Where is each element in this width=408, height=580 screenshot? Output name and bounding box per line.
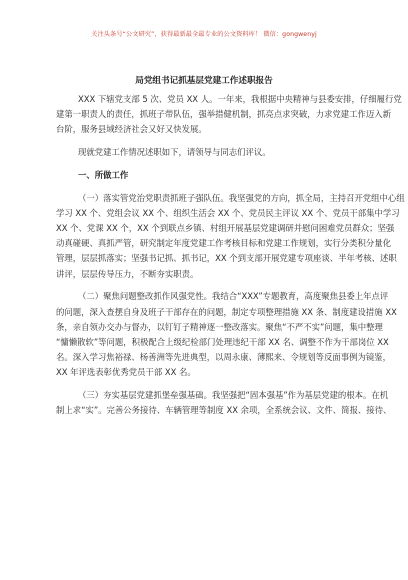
text-line: 学习 XX 个、党组会议 XX 个、组织生活会 XX 个、党员民主评议 XX 个、党员干部集中学习 (56, 207, 400, 218)
paragraph (56, 191, 405, 282)
text-line: 建第一职责人的责任，抓班子带队伍，强举措健机制，抓亮点求突破，力求党建工作迈入新 (56, 109, 391, 120)
paragraph-gap (56, 183, 364, 191)
text-line: 现就党建工作情况述职如下，请领导与同志们评议。 (78, 147, 271, 158)
text-line: 一、所做工作 (78, 169, 129, 180)
text-line: 台阶，服务县域经济社会又好又快发展。 (56, 124, 207, 135)
text-line: XX 年评选表彰优秀党员干部 XX 名。 (56, 367, 196, 378)
paragraph (56, 289, 397, 380)
paragraph-gap (56, 381, 364, 389)
text-line: （二）聚焦问题整改抓作风强党性。我结合“XXX”专题教育，高度聚焦县委上年点评 (78, 291, 389, 302)
text-line: “慵懒散软”等问题，积极配合上级纪检部门处理违纪干部 XX 名、调整不作为干部岗位 XX (56, 337, 389, 347)
text-line: 的问题，深入查摆自身及班子干部存在的问题，制定专项整理措施 XX 条、制度建设措施 XX (56, 306, 397, 317)
paragraph (56, 92, 402, 138)
text-line: 管理，层层抓落实；坚强书记抓、抓书记，XX 个到支部开展党建专项座谈、半年考核、述职 (56, 253, 397, 264)
paragraph-gap (56, 138, 364, 146)
text-line: 名。深入学习焦裕禄、杨善洲等先进典型，以周永康、薄熙来、令规划等反面事例为镜鉴， (56, 352, 391, 363)
text-line: 讲评，层层传导压力，不断夯实职责。 (56, 268, 199, 279)
text-line: 制上求“实”。完善公务接待、车辆管理等制度 XX 余项，全系统会议、文件、简报、接待、 (56, 405, 392, 416)
text-line: 条，亲自领办交办与督办，以钉钉子精神逐一整改落实。聚焦“不严不实”问题，集中整理 (56, 321, 383, 332)
text-line: （三）夯实基层党建抓堡垒强基础。我坚强把“固本强基”作为基层党建的根本。在机 (78, 390, 389, 401)
paragraph (56, 388, 392, 418)
text-line: （一）落实管党治党职责抓班子强队伍。我坚强党的方向，抓全局，主持召开党组中心组 (78, 192, 405, 203)
paragraph-gap (56, 282, 364, 290)
text-line: 动真碰硬、真抓严管，研究制定年度党建工作考核目标和党建工作规划，实行分类积分量化 (56, 238, 391, 249)
promo-banner: 关注头条号“公文研究”，获得最新最全最专业的公文资料库！ 微信：gongwenyj (91, 31, 317, 38)
document-body (56, 92, 405, 419)
section-heading (56, 168, 364, 183)
paragraph-gap (56, 160, 364, 168)
document-title: 局党组书记抓基层党建工作述职报告 (135, 76, 273, 86)
paragraph (56, 145, 364, 160)
text-line: XX 个、党课 XX 个，XX 个到联点乡镇、村组开展基层党建调研并慰问困难党员群众；坚强 (56, 223, 395, 234)
text-line: XXX 下辖党支部 5 次、党员 XX 人。一年来，我根据中央精神与县委安排，仔细履行党 (78, 94, 402, 104)
